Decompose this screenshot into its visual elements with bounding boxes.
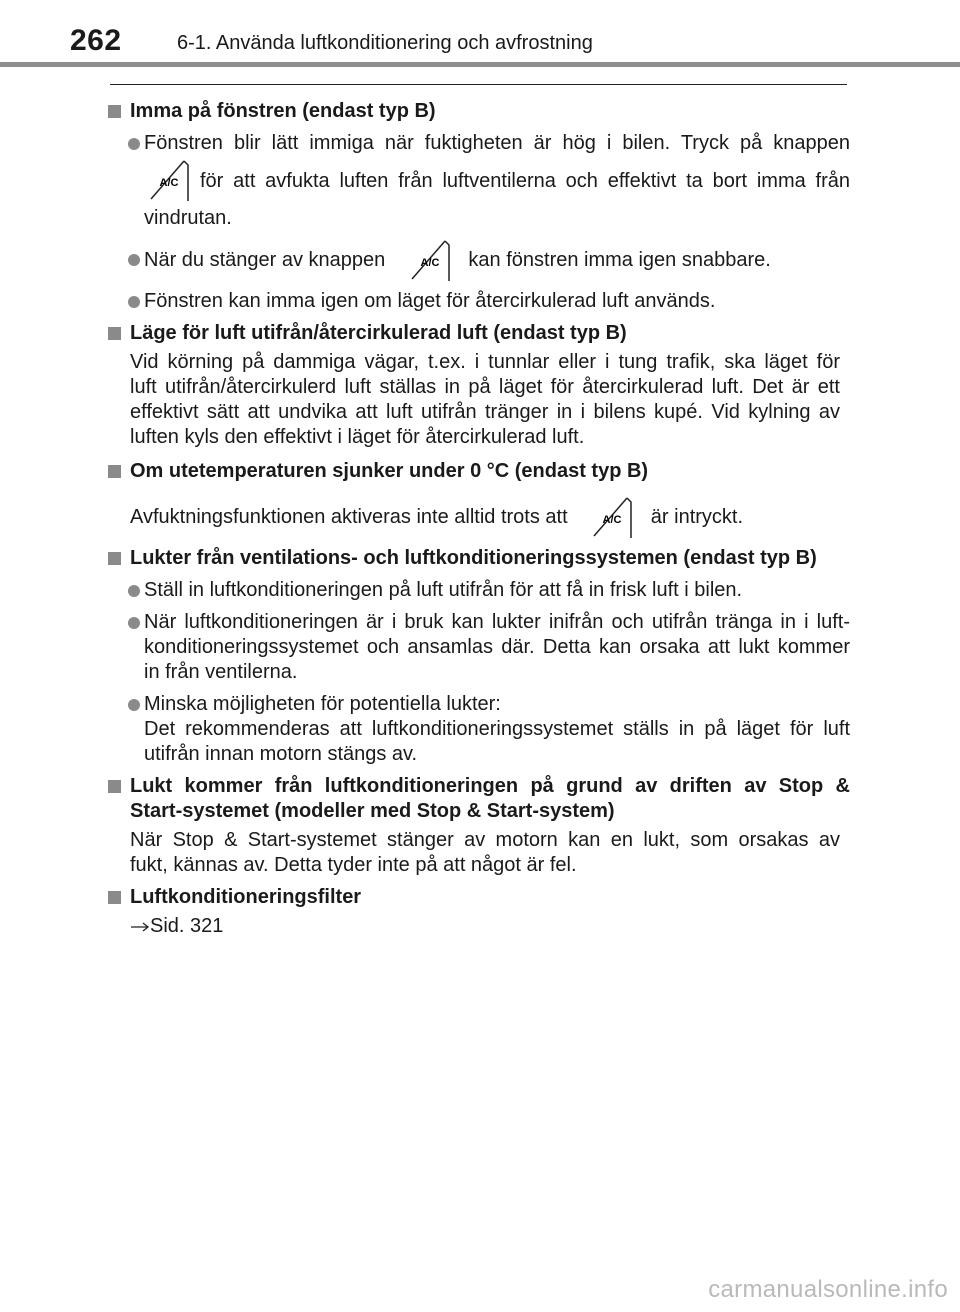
bullet-item: Fönstren blir lätt immiga när fuktigheten är hög i bilen. Tryck på knappen A/C för att avfukta luften från luftventilerna och effektivt ta bort imma från vindrutan. (108, 131, 850, 231)
section-heading-fog: Imma på fönstren (endast typ B) (108, 99, 850, 124)
paragraph: Avfuktningsfunktionen aktiveras inte alltid trots att A/C är intryckt. (108, 492, 850, 542)
page-reference[interactable] (108, 914, 850, 939)
round-bullet-icon (128, 585, 140, 597)
watermark: carmanualsonline.info (708, 1276, 948, 1303)
page-number: 262 (70, 24, 122, 57)
square-bullet-icon (108, 552, 121, 565)
page-header (0, 0, 960, 66)
round-bullet-icon (128, 699, 140, 711)
square-bullet-icon (108, 105, 121, 118)
ac-button-icon (144, 159, 192, 203)
paragraph: När Stop & Start-systemet stänger av motorn kan en lukt, som orsakas av fukt, kännas av. Detta tyder inte på att något är fel. (130, 829, 840, 876)
section-heading-outside-temperature: Om utetemperaturen sjunker under 0 °C (endast typ B) (108, 459, 850, 484)
page-reference-label: Sid. 321 (150, 915, 224, 937)
svg-text:A/C: A/C (602, 513, 622, 526)
svg-text:A/C: A/C (420, 256, 440, 269)
chapter-title: 6-1. Använda luftkonditionering och avfrostning (177, 32, 593, 54)
section-heading-stop-start-odor: Lukt kommer från luftkonditioneringen på grund av driften av Stop & Start-systemet (modeller med Stop & Start-system) (108, 774, 850, 824)
square-bullet-icon (108, 465, 121, 478)
bullet-item: Ställ in luftkonditioneringen på luft utifrån för att få in frisk luft i bilen. (108, 578, 850, 603)
bullet-item: Fönstren kan imma igen om läget för återcirkulerad luft används. (108, 289, 850, 314)
paragraph: Vid körning på dammiga vägar, t.ex. i tunnlar eller i tung trafik, ska läget för luft utifrån/återcirkulerd luft ställas in på läget för återcirkulerad luft. Det är ett effektivt sätt att undvika att luft utifrån tränger in i bilens kupé. Vid kylning av luften kyls den effektivt i läget för återcirkulerad luft. (130, 351, 840, 448)
content-top-rule (110, 84, 847, 85)
section-heading-ac-filter: Luftkonditioneringsfilter (108, 885, 850, 910)
square-bullet-icon (108, 891, 121, 904)
round-bullet-icon (128, 617, 140, 629)
bullet-item: Minska möjligheten för potentiella lukter: Det rekommenderas att luftkonditioneringssystemet ställs in på läget för luft utifrån innan motorn stängs av. (108, 692, 850, 767)
round-bullet-icon (128, 296, 140, 308)
round-bullet-icon (128, 138, 140, 150)
section-heading-odors: Lukter från ventilations- och luftkonditioneringssystemen (endast typ B) (108, 546, 850, 571)
bullet-item: När du stänger av knappen A/C kan fönstren imma igen snabbare. (108, 235, 850, 285)
arrow-right-icon (130, 921, 150, 933)
header-rule (0, 62, 960, 67)
round-bullet-icon (128, 254, 140, 266)
ac-button-icon (587, 496, 635, 540)
square-bullet-icon (108, 780, 121, 793)
page-content (108, 92, 850, 939)
square-bullet-icon (108, 327, 121, 340)
bullet-item: När luftkonditioneringen är i bruk kan lukter inifrån och utifrån tränga in i luft- konditioneringssystemet och ansamlas där. Detta kan orsaka att lukt kommer in från ventilerna. (108, 610, 850, 685)
section-heading-recirculation: Läge för luft utifrån/återcirkulerad luft (endast typ B) (108, 321, 850, 346)
ac-button-icon (405, 239, 453, 283)
svg-text:A/C: A/C (159, 177, 179, 189)
